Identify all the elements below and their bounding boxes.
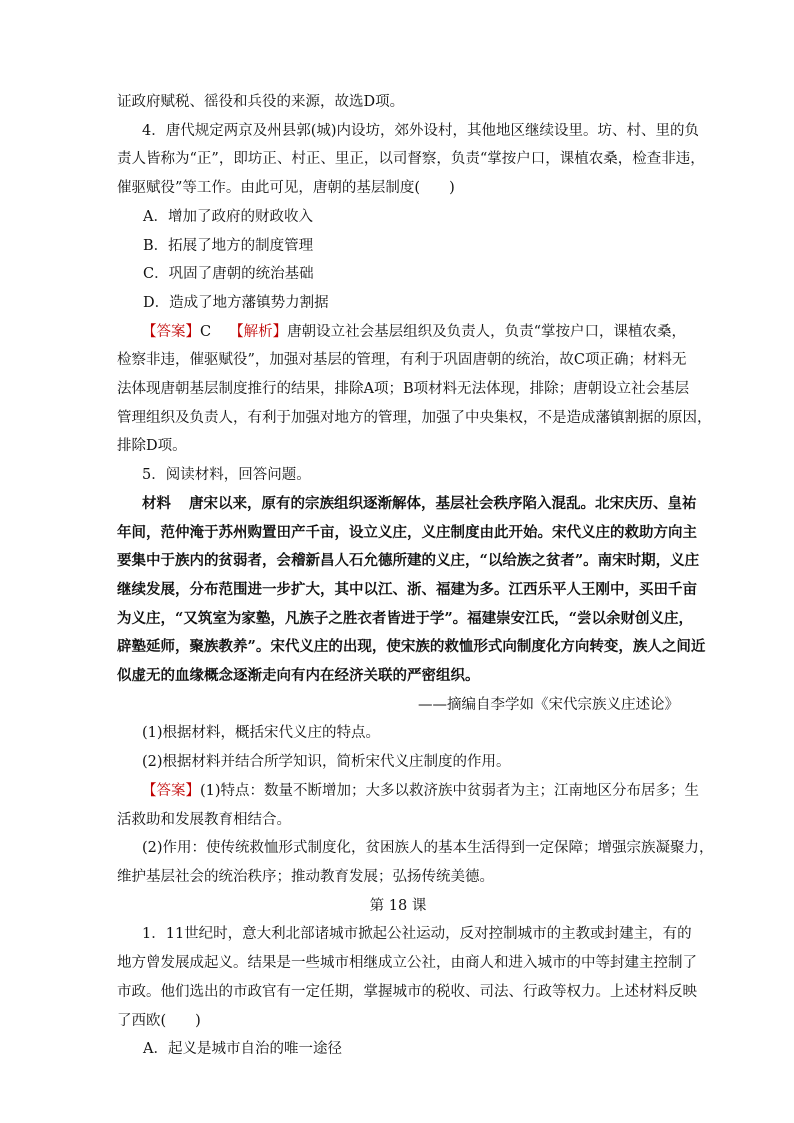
lesson-title: 第 18 课: [369, 897, 427, 914]
answer-line: 维护基层社会的统治秩序；推动教育发展；弘扬传统美德。: [117, 868, 494, 885]
analysis-tag: 【解析】: [229, 323, 288, 340]
question-stem-line: 地方曾发展成起义。结果是一些城市相继成立公社，由商人和进入城市的中等封建主控制了: [117, 955, 697, 972]
material-line: 为义庄，“又筑室为家塾，凡族子之胜衣者皆进于学”。福建崇安江氏，“尝以余财创义庄，: [117, 609, 694, 627]
question-5: [117, 461, 714, 892]
material-line: 辟塾延师，聚族教养”。宋代义庄的出现，使宋族的救恤形式向制度化方向转变，族人之间近: [117, 638, 706, 656]
question-stem: 5．阅读材料，回答问题。: [142, 467, 311, 484]
answer-value: C: [200, 323, 212, 340]
question-stem-line: 催驱赋役”等工作。由此可见，唐朝的基层制度( ): [117, 180, 455, 197]
analysis-line: 管理组织及负责人，有利于加强对地方的管理，加强了中央集权，不是造成藩镇割据的原因，: [117, 409, 712, 426]
material-line: 似虚无的血缘概念逐渐走向有内在经济关联的严密组织。: [117, 667, 480, 685]
material-line: 继续发展，分布范围进一步扩大，其中以江、浙、福建为多。江西乐平人王刚中，买田千亩: [117, 580, 697, 598]
previous-answer-tail: 证政府赋税、徭役和兵役的来源，故选D项。: [117, 94, 405, 110]
option-d: D．造成了地方藩镇势力割据: [143, 294, 329, 311]
option-a: A．增加了政府的财政收入: [143, 208, 313, 225]
question-stem-line: 市政。他们选出的市政官有一定任期，掌握城市的税收、司法、行政等权力。上述材料反映: [117, 983, 697, 1000]
analysis-line: 法体现唐朝基层制度推行的结果，排除A项；B项材料无法体现，排除；唐朝设立社会基层: [117, 381, 690, 398]
answer-tag: 【答案】: [142, 323, 200, 340]
question-4: [117, 117, 712, 461]
sub-question-2: (2)根据材料并结合所学知识，简析宋代义庄制度的作用。: [142, 754, 511, 771]
material-line: 年间，范仲淹于苏州购置田产千亩，设立义庄，义庄制度由此开始。宋代义庄的救助方向主: [117, 523, 697, 541]
answer-line: 活救助和发展教育相结合。: [117, 811, 291, 828]
material-line: [117, 490, 697, 519]
question-stem-line: 4．唐代规定两京及州县郭(城)内设坊，郊外设村，其他地区继续设里。坊、村、里的负: [142, 122, 700, 139]
document-page: [117, 88, 714, 1064]
material-text: 唐宋以来，原有的宗族组织逐渐解体，基层社会秩序陷入混乱。北宋庆历、皇祐: [189, 494, 697, 512]
answer-line: [117, 318, 687, 347]
question-stem-line: 责人皆称为“正”，即坊正、村正、里正，以司督察，负责“掌按户口，课植农桑，检查非违，: [117, 151, 705, 168]
material-line: 要集中于族内的贫弱者，会稽新昌人石允德所建的义庄，“以给族之贫者”。南宋时期，义庄: [117, 552, 700, 570]
question-stem-line: 了西欧( ): [117, 1012, 201, 1029]
analysis-line: 检察非违，催驱赋役”，加强对基层的管理，有利于巩固唐朝的统治，故C项正确；材料无: [117, 352, 687, 369]
material-source: ——摘编自李学如《宋代宗族义庄述论》: [418, 696, 679, 713]
answer-text: (1)特点：数量不断增加；大多以救济族中贫弱者为主；江南地区分布居多；生: [200, 782, 700, 799]
analysis-line: 排除D项。: [117, 438, 187, 455]
sub-question-1: (1)根据材料，概括宋代义庄的特点。: [142, 725, 381, 742]
question-1: [117, 920, 697, 1064]
question-stem-line: 1．11世纪时，意大利北部诸城市掀起公社运动，反对控制城市的主教或封建主，有的: [142, 926, 692, 943]
answer-line: (2)作用：使传统救恤形式制度化，贫困族人的基本生活得到一定保障；增强宗族凝聚力，: [142, 840, 714, 857]
answer-line: [117, 777, 700, 806]
answer-tag: 【答案】: [142, 782, 200, 799]
option-a: A．起义是城市自治的唯一途径: [143, 1041, 342, 1058]
option-b: B．拓展了地方的制度管理: [143, 237, 314, 254]
option-c: C．巩固了唐朝的统治基础: [143, 266, 314, 283]
material-label: 材料: [142, 494, 171, 512]
analysis-text: 唐朝设立社会基层组织及负责人，负责“掌按户口，课植农桑，: [287, 323, 687, 340]
